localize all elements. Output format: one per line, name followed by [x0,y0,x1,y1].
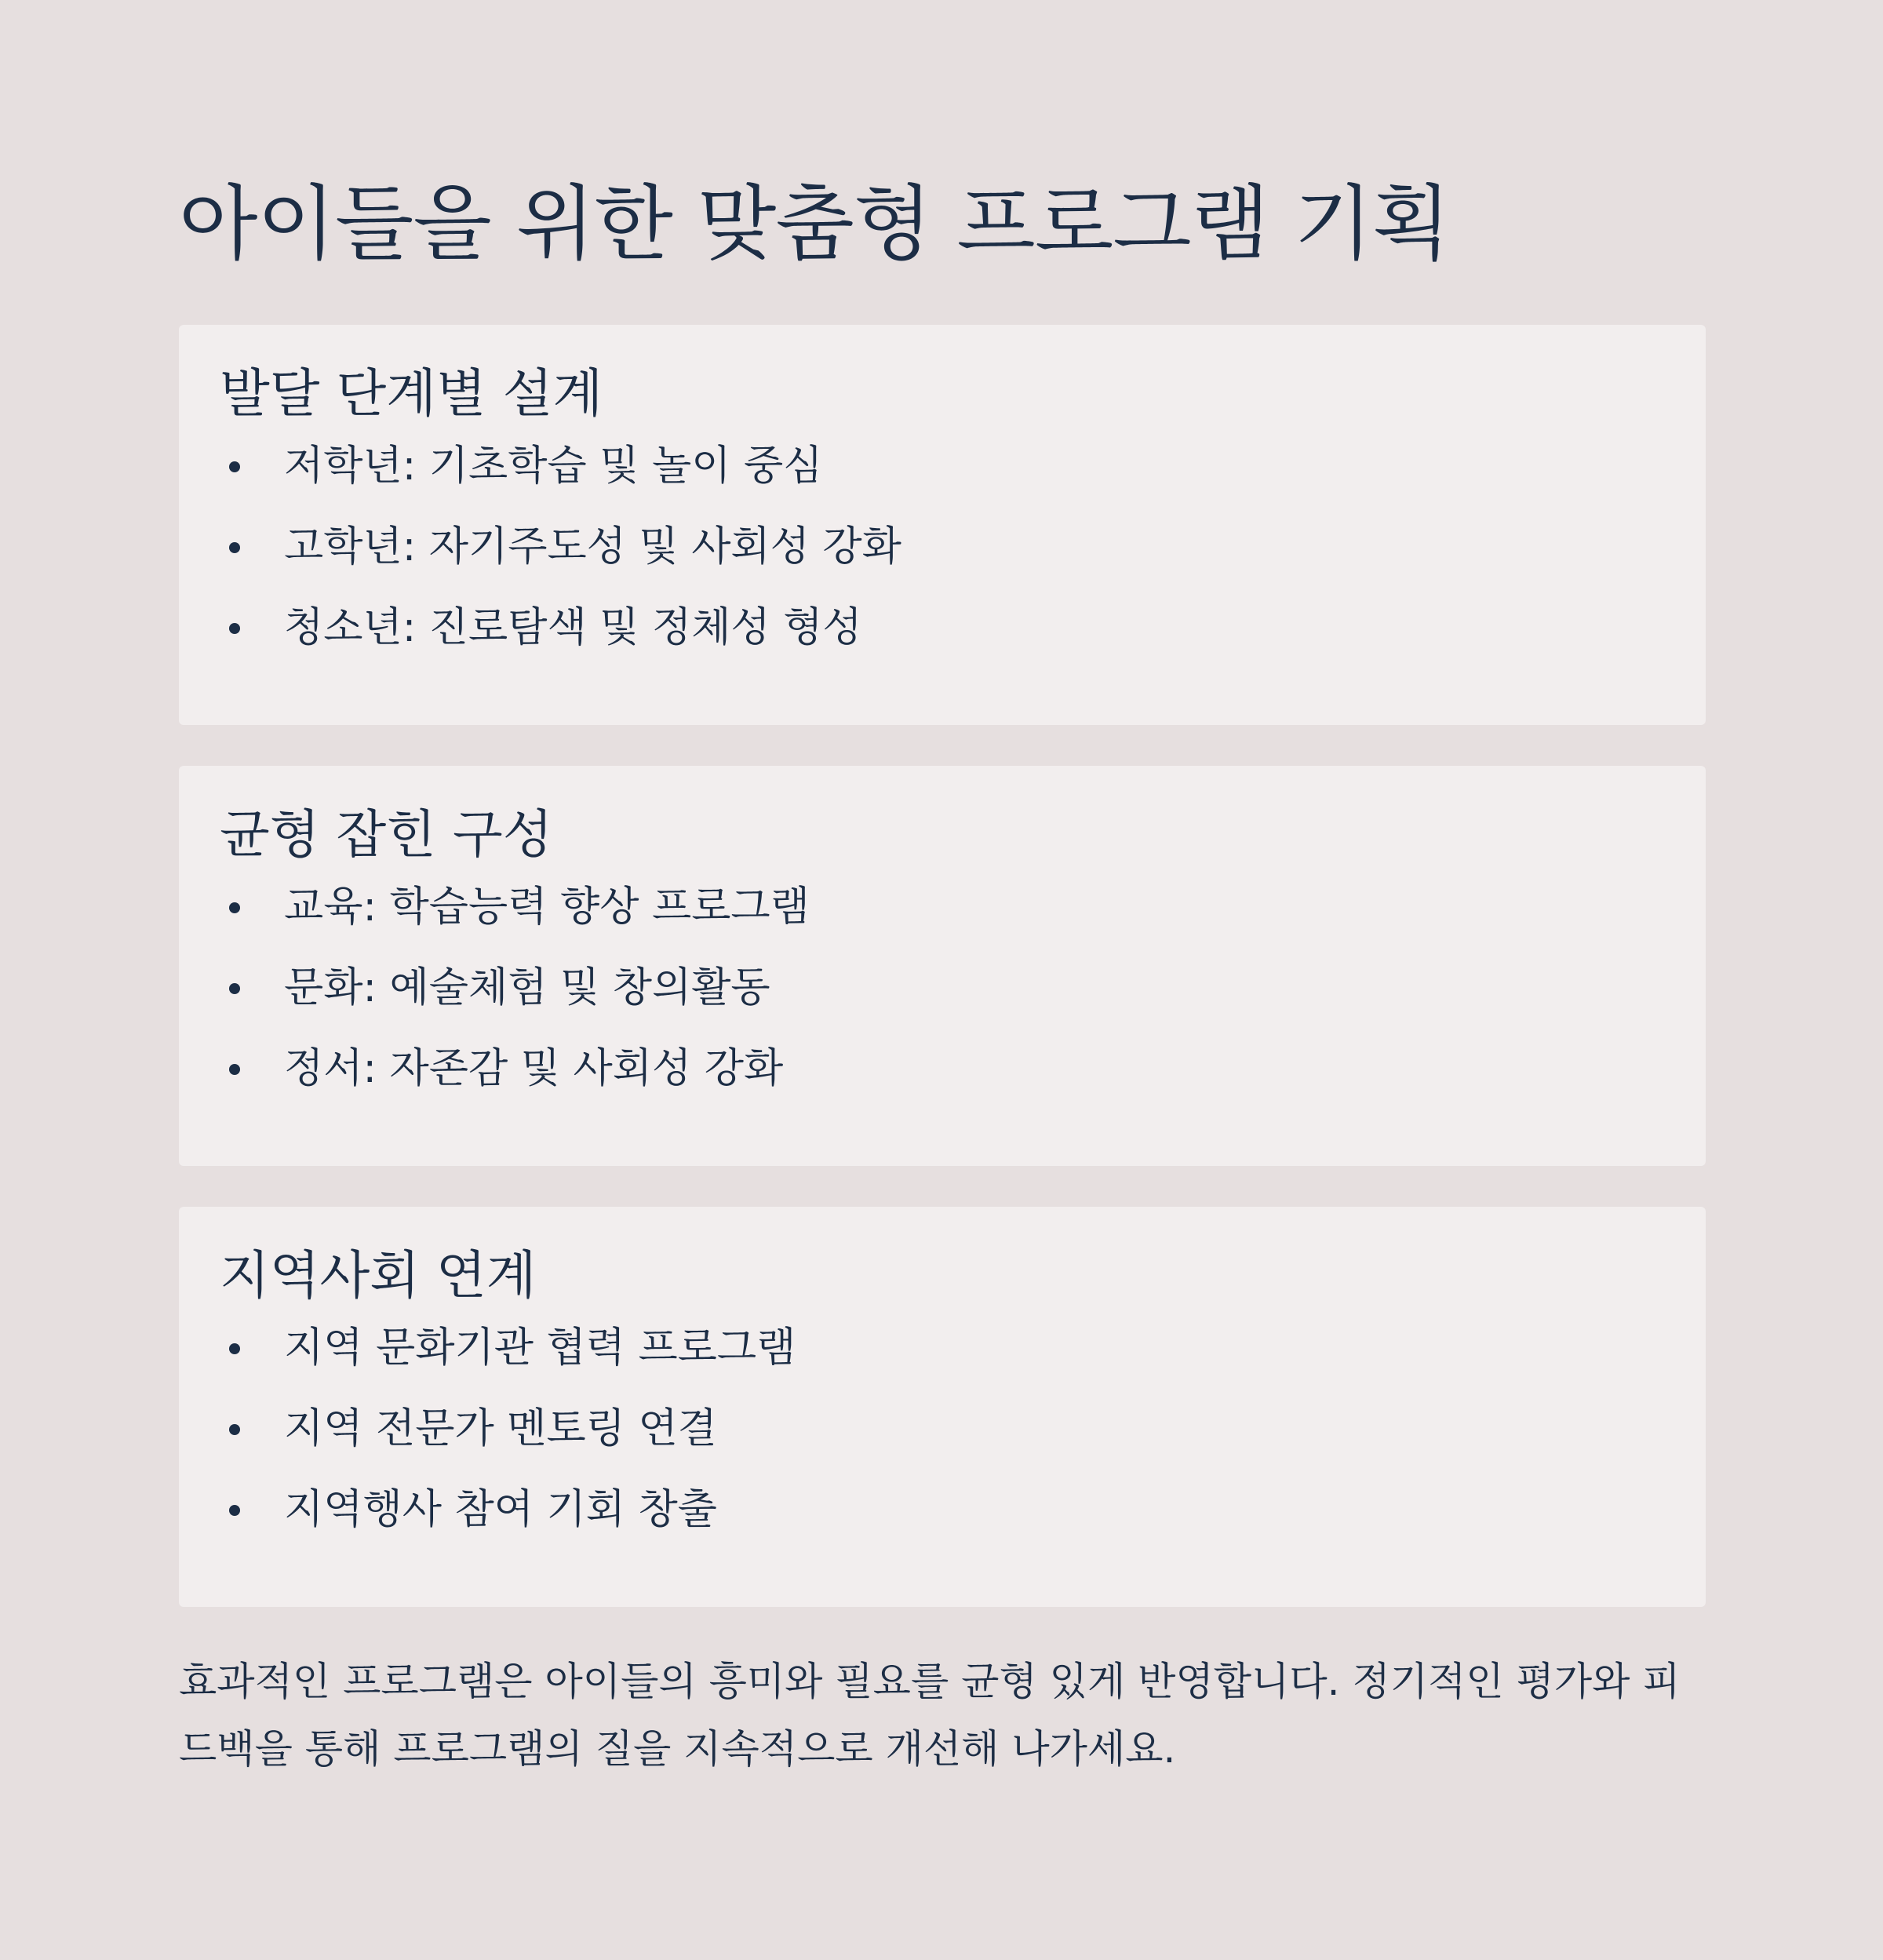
section-card-community [179,1207,1706,1607]
list-item-text: 지역 문화기관 협력 프로그램 [284,1324,796,1372]
list-item [220,522,1665,603]
bullet-icon [229,902,240,913]
section-card-development [179,325,1706,725]
list-item [220,1323,1665,1404]
bullet-icon [229,542,240,553]
list-item-text: 고학년: 자기주도성 및 사회성 강화 [284,523,901,570]
bullet-icon [229,623,240,634]
list-item-text: 정서: 자존감 및 사회성 강화 [284,1045,784,1092]
list-item [220,1044,1665,1124]
bullet-icon [229,983,240,994]
list-item [220,1404,1665,1485]
section-list [220,1323,1665,1565]
list-item-text: 지역 전문가 멘토링 연결 [284,1405,717,1452]
section-list [220,441,1665,683]
bullet-icon [229,1064,240,1075]
list-item-text: 교육: 학습능력 향상 프로그램 [284,883,810,931]
section-list [220,882,1665,1124]
section-heading: 발달 단계별 설계 [220,363,603,424]
section-heading: 균형 잡힌 구성 [220,804,553,865]
bullet-icon [229,461,240,472]
page-content [179,173,1706,1772]
list-item [220,882,1665,963]
list-item-text: 청소년: 진로탐색 및 정체성 형성 [284,604,862,651]
page-title: 아이들을 위한 맞춤형 프로그램 기획 [179,176,1451,271]
bullet-icon [229,1505,240,1516]
list-item [220,441,1665,522]
section-card-balance [179,766,1706,1166]
bullet-icon [229,1343,240,1354]
list-item-text: 저학년: 기초학습 및 놀이 중심 [284,443,823,490]
summary-paragraph: 효과적인 프로그램은 아이들의 흥미와 필요를 균형 있게 반영합니다. 정기적인 평가와 피드백을 통해 프로그램의 질을 지속적으로 개선해 나가세요. [179,1659,1681,1772]
list-item [220,963,1665,1044]
section-heading: 지역사회 연계 [220,1245,537,1306]
list-item [220,1485,1665,1565]
list-item-text: 문화: 예술체험 및 창의활동 [284,964,770,1011]
list-item-text: 지역행사 참여 기회 창출 [284,1486,717,1533]
bullet-icon [229,1424,240,1435]
list-item [220,603,1665,683]
